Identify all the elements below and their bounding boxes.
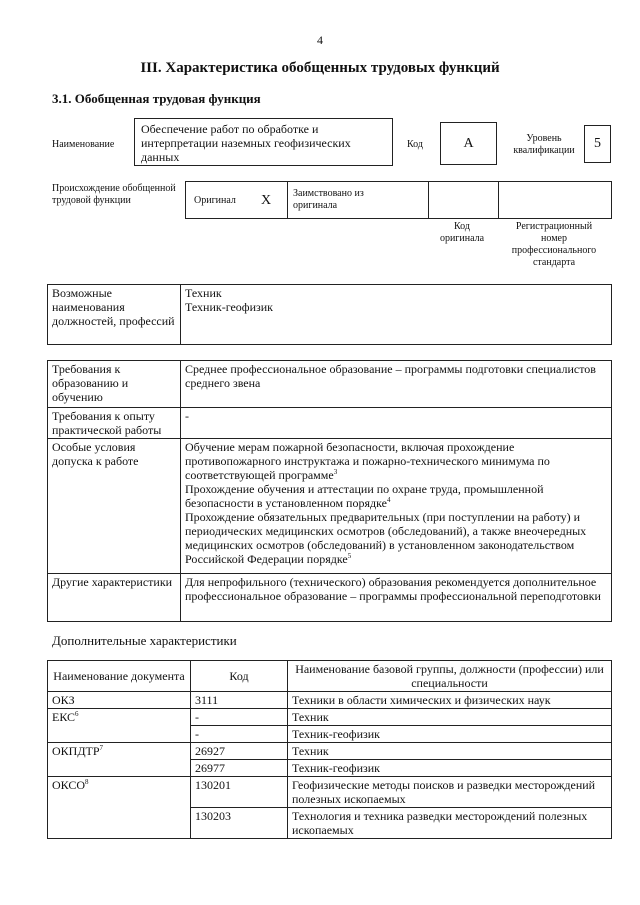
subsection-title: 3.1. Обобщенная трудовая функция [52,91,261,106]
code-value-box [440,122,497,165]
req-label-experience: Требования к опыту практической работы [48,408,181,439]
reg-number-caption: Регистрационный номер профессионального стандарта [511,221,597,268]
row-doc: ЕКС$^6$ [48,709,191,743]
code-value: A [463,136,474,151]
additional-title: Дополнительные характеристики [52,633,237,648]
name-value-box [134,118,393,166]
code-label: Код [407,139,423,150]
row-doc: ОКСО$^8$ [48,777,191,839]
row-name: Технология и техника разведки месторождений полезных ископаемых [288,808,612,839]
origin-label: Происхождение обобщенной трудовой функции [52,183,176,206]
origin-divider-1 [287,182,288,218]
req-value-other: Для непрофильного (технического) образования рекомендуется дополнительное профессиональное образование – программы профессиональной переподготовки [181,574,612,622]
level-label: Уровень квалификации [513,133,575,156]
col-header-name: Наименование базовой группы, должности (профессии) или специальности [288,661,612,692]
col-header-code: Код [191,661,288,692]
cond-text-2: Прохождение обучения и аттестации по охране труда, промышленной безопасности в установленном порядке [185,482,544,510]
row-code: 26927 [191,743,288,760]
origin-table [185,181,612,219]
name-value: Обеспечение работ по обработке и интерпретации наземных геофизических данных [141,122,351,164]
row-code: - [191,726,288,743]
section-title: III. Характеристика обобщенных трудовых функций [140,60,500,76]
row-code: 26977 [191,760,288,777]
row-code: - [191,709,288,726]
footnote-5: 5 [347,552,352,560]
row-name: Техник [288,743,612,760]
req-label-education: Требования к образованию и обучению [48,361,181,408]
positions-table [47,284,612,345]
level-value: 5 [594,136,601,151]
row-code: 130203 [191,808,288,839]
row-doc: ОКПДТР$^7$ [48,743,191,777]
original-mark: X [261,193,272,208]
req-label-conditions: Особые условия допуска к работе [48,439,181,574]
origin-divider-3 [498,182,499,218]
borrowed-label: Заимствовано из оригинала [293,188,364,211]
req-value-education: Среднее профессиональное образование – программы подготовки специалистов среднего звена [181,361,612,408]
name-label: Наименование [52,139,115,150]
origin-divider-2 [428,182,429,218]
cond-text-1: Обучение мерам пожарной безопасности, включая прохождение противопожарного инструктажа и пожарно-технического минимума по соответствующей программе [185,440,550,482]
level-value-box [584,125,611,163]
code-original-caption: Код оригинала [439,221,485,244]
row-code: 3111 [191,692,288,709]
row-doc: ОКЗ [48,692,191,709]
req-value-conditions [181,439,612,574]
row-name: Техник-геофизик [288,760,612,777]
footnote-4: 4 [386,496,391,504]
additional-table [47,660,612,839]
row-name: Геофизические методы поисков и разведки месторождений полезных ископаемых [288,777,612,808]
original-label: Оригинал [194,195,236,206]
requirements-table [47,360,612,622]
row-name: Техники в области химических и физических наук [288,692,612,709]
row-name: Техник [288,709,612,726]
cond-text-3: Прохождение обязательных предварительных (при поступлении на работу) и периодических медицинских осмотров (обследований), а также внеочередных медицинских осмотров (обследований) в установленном законодательством Российской Федерации порядке [185,510,587,566]
req-label-other: Другие характеристики [48,574,181,622]
col-header-document: Наименование документа [48,661,191,692]
row-name: Техник-геофизик [288,726,612,743]
row-code: 130201 [191,777,288,808]
page-number: 4 [317,33,323,47]
req-value-experience: - [181,408,612,439]
positions-values: Техник Техник-геофизик [181,285,612,345]
footnote-3: 3 [333,468,338,476]
positions-label: Возможные наименования должностей, профессий [48,285,181,345]
